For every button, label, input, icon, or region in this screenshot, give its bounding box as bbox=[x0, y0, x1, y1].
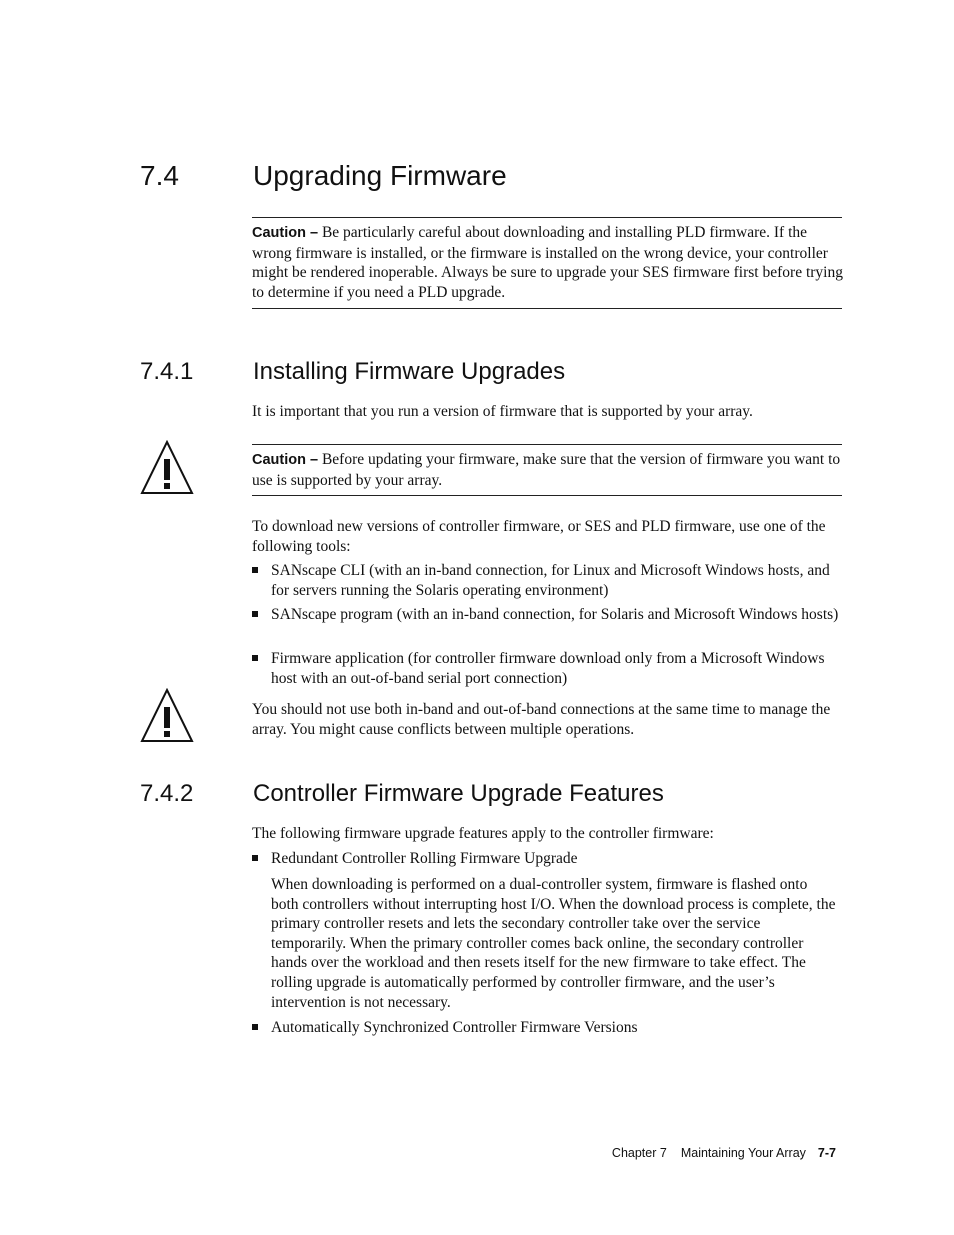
square-bullet-icon bbox=[252, 611, 258, 617]
download-paragraph: To download new versions of controller firmware, or SES and PLD firmware, use one of the following tools: bbox=[252, 518, 826, 555]
list-item-text: Automatically Synchronized Controller Firmware Versions bbox=[271, 1019, 638, 1036]
list-item-text: Redundant Controller Rolling Firmware Upgrade bbox=[271, 850, 578, 867]
warning-triangle-icon bbox=[140, 440, 194, 496]
page-number: 7-7 bbox=[817, 1146, 836, 1160]
square-bullet-icon bbox=[252, 567, 258, 573]
section-title: Upgrading Firmware bbox=[253, 160, 507, 191]
subsection-number: 7.4.2 bbox=[140, 780, 194, 807]
list-item-text: Firmware application (for controller firmware download only from a Microsoft Windows host with an out-of-band serial port connection) bbox=[271, 650, 825, 687]
caution-box-version bbox=[252, 450, 844, 490]
list-item bbox=[252, 561, 844, 600]
footer-chapter-title: Maintaining Your Array bbox=[680, 1146, 806, 1160]
square-bullet-icon bbox=[252, 655, 258, 661]
square-bullet-icon bbox=[252, 1024, 258, 1030]
caution-top-rule bbox=[252, 444, 842, 445]
feature-description: When downloading is performed on a dual-controller system, firmware is flashed onto both controllers without interrupting host I/O. When the download process is complete, the primary controller resets and lets the secondary controller take over the service temporarily. When the primary controller comes back online, the secondary controller hands over the workload and then resets itself for the new firmware to take effect. The rolling upgrade is automatically performed by controller firmware, and the user’s intervention is not necessary. bbox=[271, 876, 836, 1011]
footer-chapter: Chapter 7 bbox=[611, 1146, 667, 1160]
list-item bbox=[252, 849, 844, 869]
subsection-title: Controller Firmware Upgrade Features bbox=[253, 780, 664, 807]
caution-text: Be particularly careful about downloading and installing PLD firmware. If the wrong firmware is installed, or the firmware is installed on the wrong device, your controller might be rendered inoperable. Always be sure to upgrade your SES firmware first before trying to determine if you need a PLD upgrade. bbox=[252, 224, 843, 301]
caution-box-pld bbox=[252, 223, 844, 302]
caution-text: Before updating your firmware, make sure that the version of firmware you want to use is supported by your array. bbox=[252, 451, 841, 489]
section-number: 7.4 bbox=[140, 160, 179, 191]
list-item bbox=[252, 1018, 844, 1038]
intro-paragraph: The following firmware upgrade features apply to the controller firmware: bbox=[252, 825, 714, 842]
warning-triangle-icon bbox=[140, 688, 194, 744]
caution-label: Caution – bbox=[252, 452, 319, 468]
subsection-title: Installing Firmware Upgrades bbox=[253, 358, 566, 385]
square-bullet-icon bbox=[252, 855, 258, 861]
caution-bottom-rule bbox=[252, 495, 842, 496]
list-item bbox=[252, 605, 844, 625]
warning-paragraph: You should not use both in-band and out-of-band connections at the same time to manage the array. You might cause conflicts between multiple operations. bbox=[252, 701, 831, 738]
page-footer bbox=[612, 1146, 836, 1160]
list-item-text: SANscape program (with an in-band connection, for Solaris and Microsoft Windows hosts) bbox=[271, 606, 839, 623]
list-item bbox=[252, 649, 844, 688]
subsection-number: 7.4.1 bbox=[140, 358, 194, 385]
caution-label: Caution – bbox=[252, 225, 319, 241]
caution-top-rule bbox=[252, 217, 842, 218]
list-item-text: SANscape CLI (with an in-band connection, for Linux and Microsoft Windows hosts, and for servers running the Solaris operating environment) bbox=[271, 562, 830, 599]
caution-bottom-rule bbox=[252, 308, 842, 309]
intro-paragraph: It is important that you run a version of firmware that is supported by your array. bbox=[252, 403, 753, 420]
